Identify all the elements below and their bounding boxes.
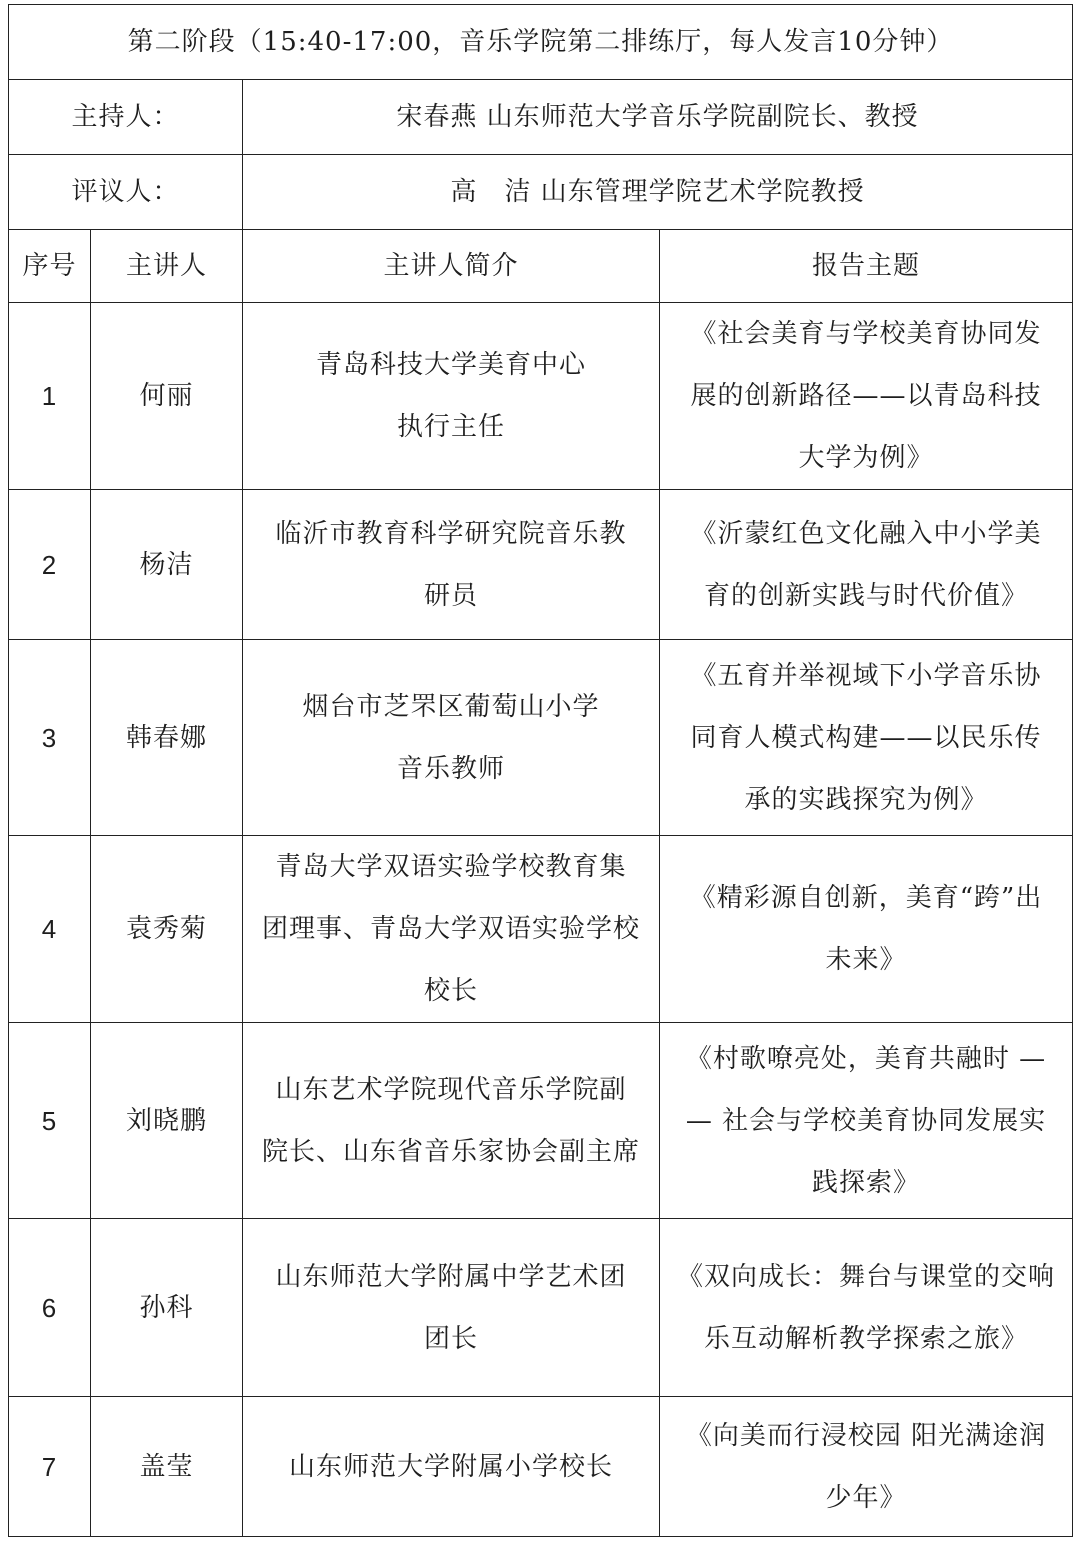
table-row [9, 1023, 1073, 1219]
row-number: 2 [9, 490, 91, 640]
speaker-bio [243, 303, 660, 490]
topic-line: 《沂蒙红色文化融入中小学美 [690, 518, 1042, 549]
report-topic [660, 640, 1073, 836]
bio-line: 团长 [423, 1323, 478, 1354]
topic-line: 《向美而行浸校园 阳光满途润 [685, 1420, 1047, 1451]
topic-line: 践探索》 [812, 1167, 921, 1198]
topic-line: — 社会与学校美育协同发展实 [685, 1105, 1047, 1136]
bio-line: 青岛大学双语实验学校教育集 [275, 852, 627, 882]
report-topic [660, 1397, 1073, 1537]
row-number: 3 [9, 640, 91, 836]
bio-line: 山东师范大学附属小学校长 [288, 1451, 613, 1482]
speaker-name: 盖莹 [91, 1397, 243, 1537]
report-topic [660, 1219, 1073, 1397]
bio-line: 执行主任 [396, 412, 505, 442]
speaker-name: 杨洁 [91, 490, 243, 640]
topic-line: 同育人模式构建——以民乐传 [690, 722, 1042, 753]
bio-line: 青岛科技大学美育中心 [315, 350, 586, 380]
topic-line: 展的创新路径——以青岛科技 [690, 381, 1042, 411]
row-number: 7 [9, 1397, 91, 1537]
speaker-name: 刘晓鹏 [91, 1023, 243, 1219]
speaker-name: 袁秀菊 [91, 836, 243, 1023]
host-label: 主持人： [9, 80, 243, 155]
schedule-table [8, 4, 1073, 1537]
bio-line: 山东师范大学附属中学艺术团 [275, 1261, 627, 1292]
table-row [9, 836, 1073, 1023]
host-row [9, 80, 1073, 155]
topic-line: 乐互动解析教学探索之旅》 [704, 1323, 1029, 1354]
report-topic [660, 1023, 1073, 1219]
speaker-name: 何丽 [91, 303, 243, 490]
column-header-speaker: 主讲人 [91, 230, 243, 303]
topic-line: 育的创新实践与时代价值》 [704, 580, 1029, 611]
table-row [9, 1397, 1073, 1537]
speaker-bio [243, 1023, 660, 1219]
bio-line: 院长、山东省音乐家协会副主席 [261, 1136, 640, 1167]
bio-line: 山东艺术学院现代音乐学院副 [275, 1074, 627, 1105]
topic-line: 《双向成长：舞台与课堂的交响 [677, 1261, 1056, 1292]
topic-line: 《五育并举视域下小学音乐协 [690, 660, 1042, 691]
host-value: 宋春燕 山东师范大学音乐学院副院长、教授 [243, 80, 1073, 155]
session-title-row [9, 5, 1073, 80]
speaker-bio [243, 640, 660, 836]
table-row [9, 303, 1073, 490]
bio-line: 音乐教师 [396, 753, 505, 784]
speaker-name: 韩春娜 [91, 640, 243, 836]
topic-line: 未来》 [825, 945, 907, 975]
row-number: 6 [9, 1219, 91, 1397]
bio-line: 烟台市芝罘区葡萄山小学 [302, 691, 600, 722]
bio-line: 团理事、青岛大学双语实验学校 [261, 914, 640, 944]
speaker-bio [243, 490, 660, 640]
topic-line: 《社会美育与学校美育协同发 [690, 319, 1042, 349]
table-row [9, 1219, 1073, 1397]
table-row [9, 640, 1073, 836]
speaker-bio [243, 836, 660, 1023]
speaker-bio [243, 1219, 660, 1397]
session-title: 第二阶段（15:40-17:00，音乐学院第二排练厅，每人发言10分钟） [9, 5, 1073, 80]
column-header-topic: 报告主题 [660, 230, 1073, 303]
reviewer-row [9, 155, 1073, 230]
column-header-bio: 主讲人简介 [243, 230, 660, 303]
topic-line: 少年》 [825, 1482, 907, 1513]
reviewer-value: 高 洁 山东管理学院艺术学院教授 [243, 155, 1073, 230]
row-number: 4 [9, 836, 91, 1023]
topic-line: 承的实践探究为例》 [744, 784, 988, 815]
topic-line: 《村歌嘹亮处，美育共融时 — [685, 1043, 1047, 1074]
bio-line: 临沂市教育科学研究院音乐教 [275, 518, 627, 549]
report-topic [660, 836, 1073, 1023]
bio-line: 研员 [423, 580, 478, 611]
report-topic [660, 490, 1073, 640]
speaker-bio [243, 1397, 660, 1537]
report-topic [660, 303, 1073, 490]
topic-line: 大学为例》 [798, 443, 934, 473]
speaker-name: 孙科 [91, 1219, 243, 1397]
column-header-number: 序号 [9, 230, 91, 303]
table-header-row [9, 230, 1073, 303]
reviewer-label: 评议人： [9, 155, 243, 230]
row-number: 1 [9, 303, 91, 490]
bio-line: 校长 [423, 976, 478, 1006]
table-row [9, 490, 1073, 640]
topic-line: 《精彩源自创新，美育“跨”出 [689, 883, 1043, 913]
row-number: 5 [9, 1023, 91, 1219]
